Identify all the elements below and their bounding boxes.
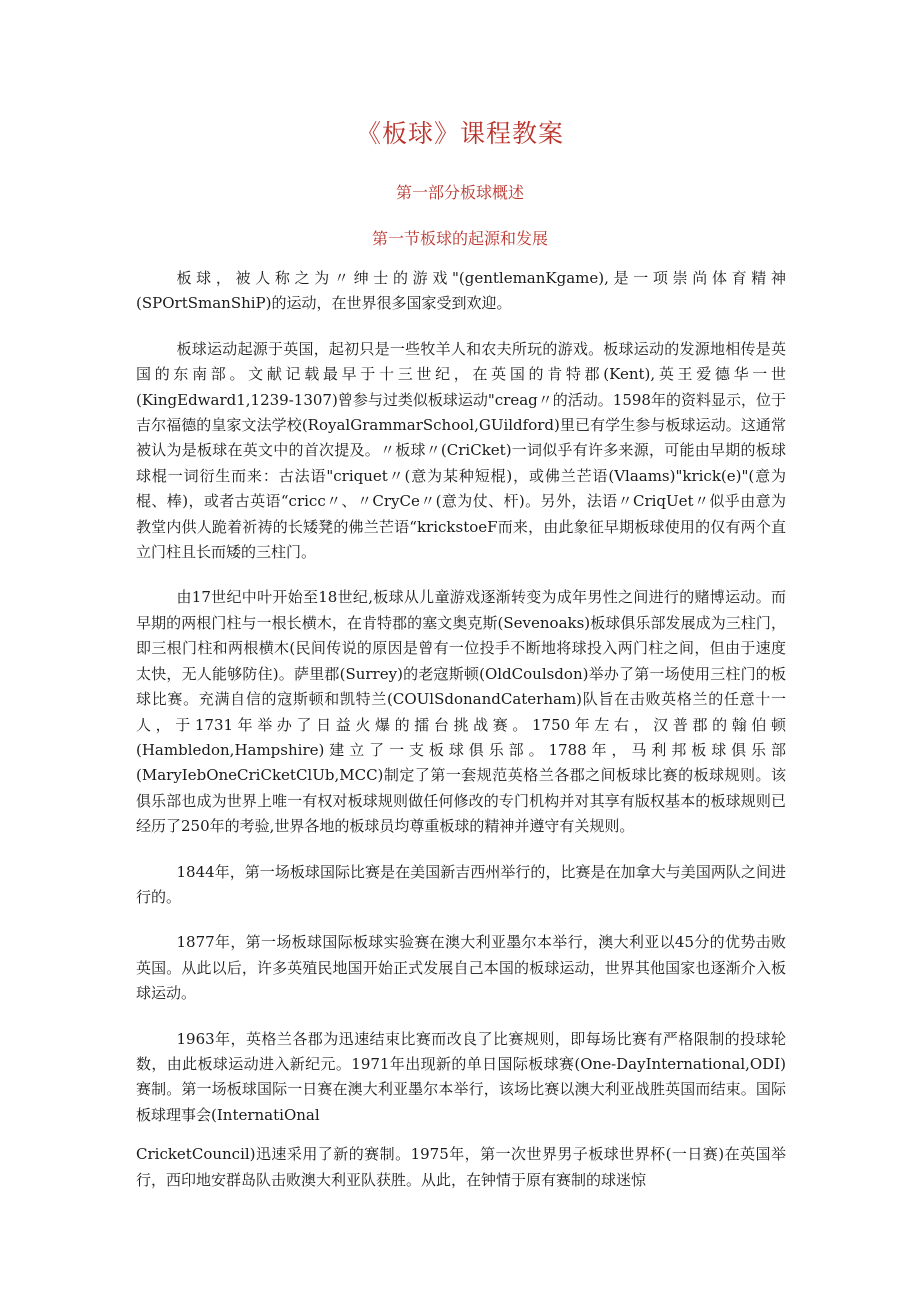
- part-heading: 第一部分板球概述: [395, 183, 524, 202]
- paragraph-1963-continued: CricketCouncil)迅速采用了新的赛制。1975年，第一次世界男子板球世界杯(一日赛)在英国举行，西印地安群岛队击败澳大利亚队获胜。从此，在钟情于原有赛制的球迷惊: [136, 1145, 786, 1189]
- paragraph-1844: 1844年，第一场板球国际比赛是在美国新吉西州举行的，比赛是在加拿大与美国两队之间进行的。: [136, 862, 786, 906]
- document-body: [136, 266, 786, 1213]
- paragraph-intro: 板球，被人称之为〃绅士的游戏"(gentlemanKgame),是一项崇尚体育精神(SPOrtSmanShiP)的运动，在世界很多国家受到欢迎。: [136, 269, 786, 313]
- paragraph-1963: 1963年，英格兰各郡为迅速结束比赛而改良了比赛规则，即每场比赛有严格限制的投球轮数，由此板球运动进入新纪元。1971年出现新的单日国际板球赛(One-DayInternational,ODI)赛制。第一场板球国际一日赛在澳大利亚墨尔本举行，该场比赛以澳大利亚战胜英国而结束。国际板球理事会(InternatiOnal: [136, 1029, 786, 1124]
- section-heading: 第一节板球的起源和发展: [371, 229, 548, 248]
- paragraph-17th-century: 由17世纪中叶开始至18世纪,板球从儿童游戏逐渐转变为成年男性之间进行的赌博运动。而早期的两根门柱与一根长横木，在肯特郡的塞文奥克斯(Sevenoaks)板球俱乐部发展成为三柱门，即三根门柱和两根横木(民间传说的原因是曾有一位投手不断地将球投入两门柱之间，但由于速度太快，无人能够防住)。萨里郡(Surrey)的老寇斯顿(OldCoulsdon)举办了第一场使用三柱门的板球比赛。充满自信的寇斯顿和凯特兰(COUlSdonandCaterham)队旨在击败英格兰的任意十一人，于1731年举办了日益火爆的擂台挑战赛。1750年左右，汉普郡的翰伯顿(Hambledon,Hampshire)建立了一支板球俱乐部。1788年，马利邦板球俱乐部(MaryIebOneCriCketClUb,MCC)制定了第一套规范英格兰各郡之间板球比赛的板球规则。该俱乐部也成为世界上唯一有权对板球规则做任何修改的专门机构并对其享有版权基本的板球规则已经历了250年的考验,世界各地的板球员均尊重板球的精神并遵守有关规则。: [136, 588, 786, 836]
- paragraph-1877: 1877年，第一场板球国际板球实验赛在澳大利亚墨尔本举行，澳大利亚以45分的优势击败英国。从此以后，许多英殖民地国开始正式发展自己本国的板球运动，世界其他国家也逐渐介入板球运动。: [136, 933, 786, 1003]
- paragraph-origin: 板球运动起源于英国，起初只是一些牧羊人和农夫所玩的游戏。板球运动的发源地相传是英国的东南部。文献记载最早于十三世纪，在英国的肯特郡(Kent),英王爱德华一世(KingEdward1,1239-1307)曾参与过类似板球运动"creag〃的活动。1598年的资料显示，位于吉尔福德的皇家文法学校(RoyalGrammarSchool,GUildford)里已有学生参与板球运动。这通常被认为是板球在英文中的首次提及。〃板球〃(CriCket)一词似乎有许多来源，可能由早期的板球球棍一词衍生而来：古法语"criquet〃(意为某种短棍)，或佛兰芒语(Vlaams)"krick(e)"(意为棍、棒)，或者古英语“cricc〃、〃CryCe〃(意为仗、杆)。另外，法语〃CriqUet〃似乎由意为教堂内供人跪着祈祷的长矮凳的佛兰芒语“krickstoeF而来，由此象征早期板球使用的仅有两个直立门柱且长而矮的三柱门。: [136, 339, 786, 562]
- document-title: 《板球》课程教案: [355, 119, 564, 148]
